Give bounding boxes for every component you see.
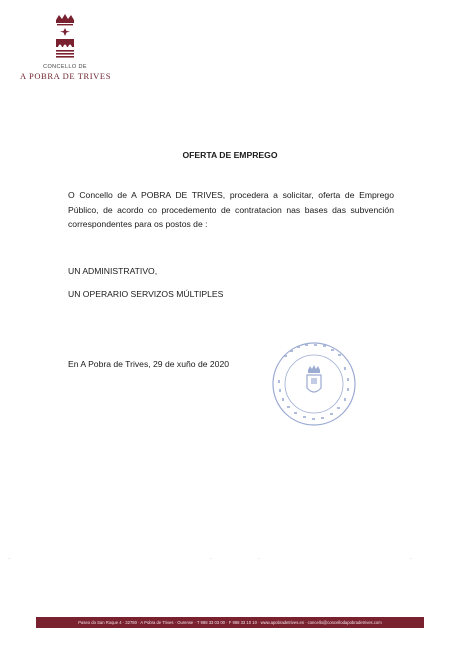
official-stamp-icon xyxy=(270,340,358,428)
body-paragraph: O Concello de A POBRA DE TRIVES, procedera a solicitar, oferta de Emprego Público, de acordo co procedemento de contratacion nas bases das subvención correspondentes para os postos de : xyxy=(68,190,394,229)
scan-mark: · xyxy=(258,556,260,562)
logo-subtitle: CONCELLO DE xyxy=(43,64,87,70)
position-item: UN ADMINISTRATIVO, xyxy=(68,266,158,276)
scan-mark: · xyxy=(8,556,10,562)
footer-address-bar: Paseo do San Roque 4 · 32780 · A Pobra de Trives · Ourense · T 988 33 03 00 · F 988 33 10 10 · www.apobradetrives.es · concello@concellodapobradetrives.com xyxy=(36,617,424,628)
logo-name: A POBRA DE TRIVES xyxy=(20,71,112,81)
coat-of-arms-icon xyxy=(50,12,80,62)
concello-logo xyxy=(20,12,110,81)
scan-mark: · xyxy=(410,556,412,562)
date-line: En A Pobra de Trives, 29 de xuño de 2020 xyxy=(68,359,230,369)
document-title: OFERTA DE EMPREGO xyxy=(182,150,278,160)
position-item: UN OPERARIO SERVIZOS MÚLTIPLES xyxy=(68,289,224,299)
scan-mark: · xyxy=(210,556,212,562)
